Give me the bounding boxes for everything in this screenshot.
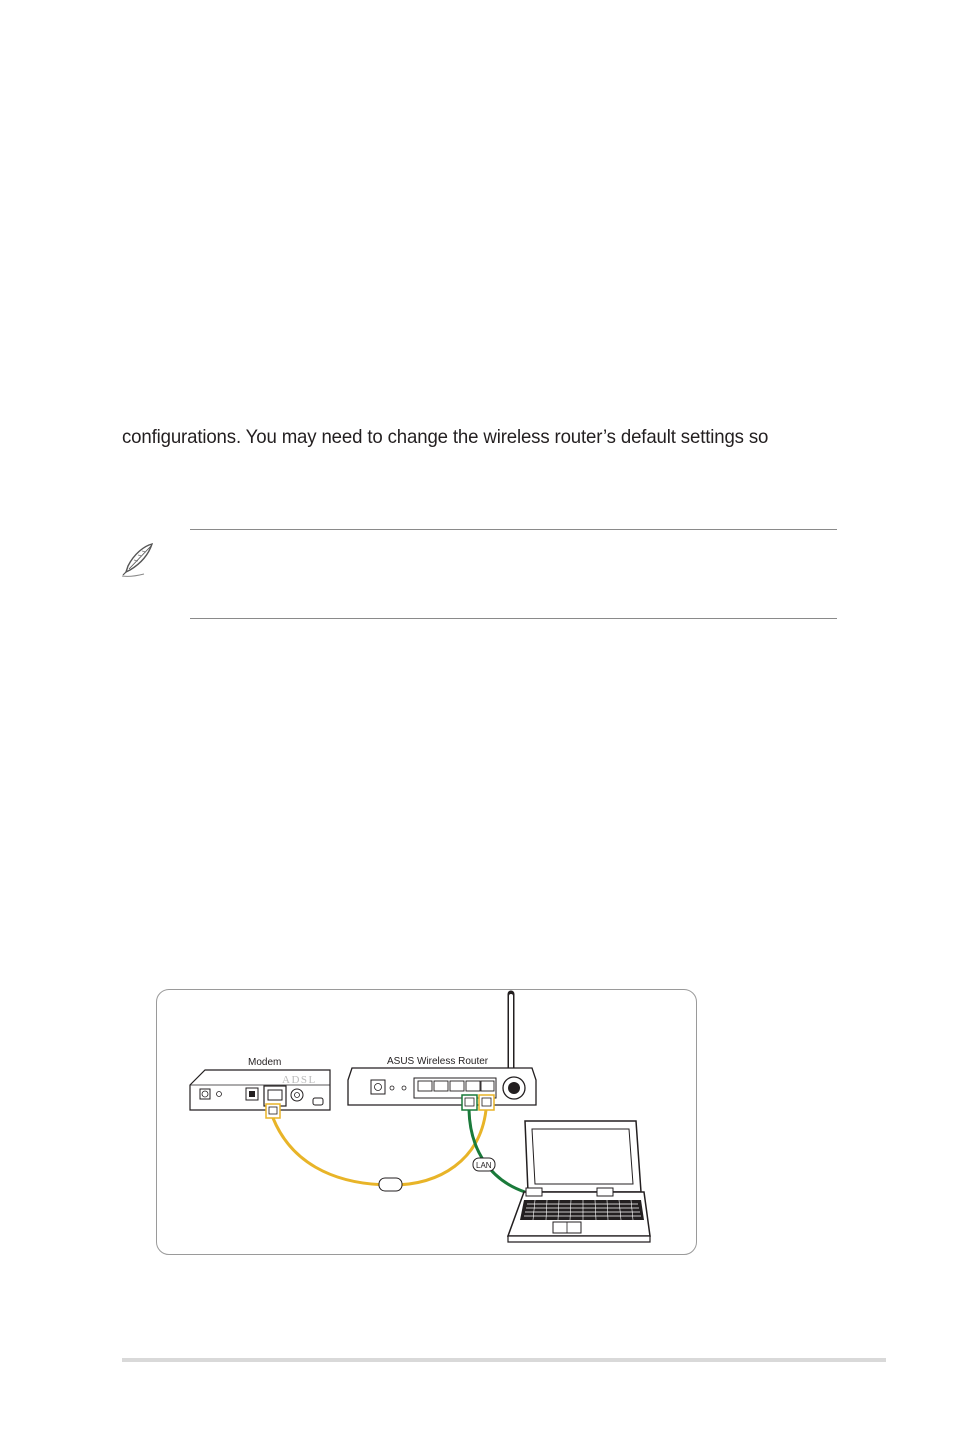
cable-connector [379, 1178, 402, 1191]
footer-rule [122, 1358, 886, 1362]
lan-label: LAN [476, 1161, 492, 1170]
router [348, 994, 536, 1110]
modem-brand-text: ADSL [282, 1074, 317, 1086]
modem [190, 1057, 330, 1118]
router-label: ASUS Wireless Router [387, 1056, 489, 1067]
body-text-line: configurations. You may need to change the wireless router’s default settings so [122, 426, 769, 448]
laptop [508, 1121, 650, 1242]
lan-cable [469, 1110, 525, 1192]
modem-label: Modem [248, 1057, 282, 1068]
wan-cable [273, 1110, 486, 1185]
